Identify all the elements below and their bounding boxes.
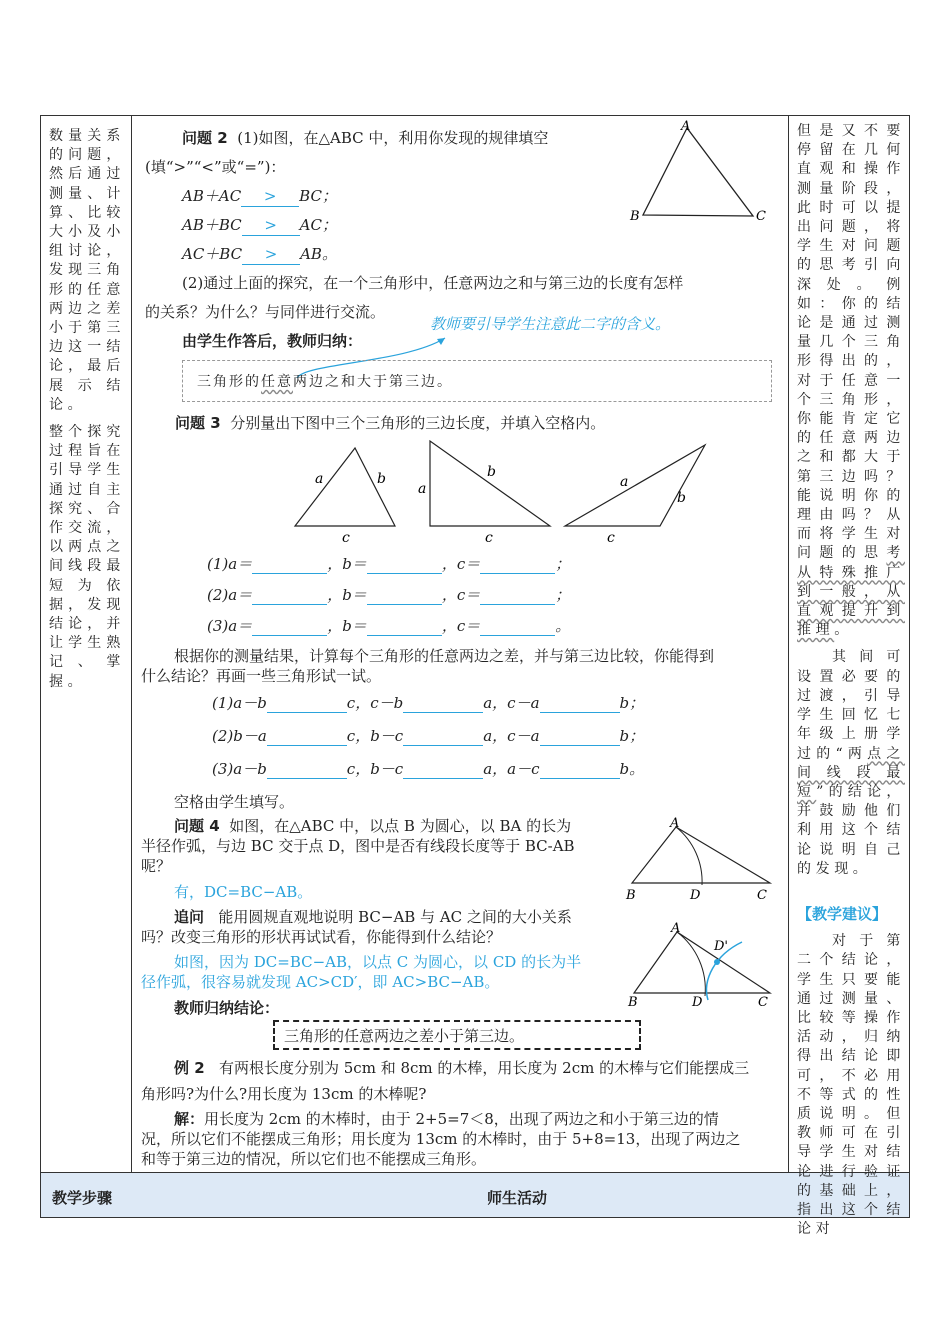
measure-row xyxy=(207,554,570,574)
expr: a， xyxy=(483,727,508,745)
blank[interactable] xyxy=(403,696,483,713)
blank-c[interactable] xyxy=(480,557,555,574)
answer: > xyxy=(241,186,299,207)
diff-row xyxy=(212,759,644,779)
conclusion-label: 教师归纳结论： xyxy=(174,999,280,1017)
eq: ，c＝ xyxy=(441,586,481,604)
eq: ，b＝ xyxy=(327,586,367,604)
expr: b； xyxy=(619,694,645,712)
blank-a[interactable] xyxy=(252,588,327,605)
conclusion-text: 三角形的任意两边之差小于第三边。 xyxy=(284,1027,525,1045)
row-num: (3) xyxy=(207,617,229,635)
eq: ，b＝ xyxy=(327,617,367,635)
expr: AC； xyxy=(299,216,337,234)
emphasis: 任意 xyxy=(261,374,293,390)
ex2-text: 有两根长度分别为 5cm 和 8cm 的木棒，用长度为 2cm 的木棒与它们能摆成三 xyxy=(218,1059,750,1077)
solution-text: 和等于第三边的情况，所以它们也不能摆成三角形。 xyxy=(141,1150,487,1168)
label: A xyxy=(671,921,681,936)
label: c xyxy=(342,530,350,546)
label: b xyxy=(487,464,496,480)
note-text: 但是又不要停留在几何直观和操作测量阶段，此时可以提出问题，将学生对问题的思考引向深处。例如：你的结论是通过测量几个三角形得出的，对于任意一个三角形，你能肯定它的任意两边之和都大于第三边吗？能说明你的理由吗？从而将学生对问题的思 xyxy=(797,123,905,562)
label-b: B xyxy=(630,209,640,224)
expr: BC； xyxy=(299,187,337,205)
expr: c－a xyxy=(507,694,540,712)
note-text: ”的结论，并鼓励他们利用这个结论说明自己的发现。 xyxy=(797,783,905,877)
label: B xyxy=(626,888,636,903)
expr: b。 xyxy=(619,760,645,778)
blank[interactable] xyxy=(540,729,620,746)
suggestion-title: 【教学建议】 xyxy=(797,904,888,923)
row-num: (1) xyxy=(212,694,234,712)
expr: c－b xyxy=(370,694,404,712)
answer: > xyxy=(242,244,300,265)
expr: AB＋BC xyxy=(182,216,242,234)
punct: ； xyxy=(555,555,571,573)
right-notes xyxy=(797,122,905,1247)
expr: c， xyxy=(346,727,371,745)
blank[interactable] xyxy=(267,696,347,713)
answer: > xyxy=(242,215,300,236)
blank-b[interactable] xyxy=(367,557,442,574)
conclusion-text xyxy=(197,372,453,392)
measure-row xyxy=(207,616,570,636)
expr: a－b xyxy=(233,760,267,778)
measure-row xyxy=(207,585,570,605)
q2-summary: 由学生作答后，教师归纳： xyxy=(182,332,363,350)
blank[interactable] xyxy=(403,729,483,746)
footer-row xyxy=(41,1173,909,1217)
note-emphasis: 点之间线段最短 xyxy=(797,745,906,800)
expr: AB。 xyxy=(300,245,337,263)
note-paragraph: 数量关系的问题，然后通过测量、计算、比较大小及小组讨论，发现三角形的任意两边之差小于第三边这一结论，最后展示结论。 xyxy=(49,128,125,413)
label: a xyxy=(315,471,324,487)
label: A xyxy=(670,816,680,831)
blank-a[interactable] xyxy=(252,557,327,574)
ex2-label: 例 2 xyxy=(174,1059,205,1077)
eq: a＝ xyxy=(228,586,253,604)
blank-a[interactable] xyxy=(252,619,327,636)
q3-text: 分别量出下图中三个三角形的三边长度，并填入空格内。 xyxy=(230,414,606,432)
eq: ，b＝ xyxy=(327,555,367,573)
label: D' xyxy=(714,939,728,954)
q3-filled-note: 空格由学生填写。 xyxy=(174,793,295,811)
follow-label: 追问 xyxy=(174,908,205,926)
expr: c， xyxy=(346,694,371,712)
expr: a－c xyxy=(507,760,540,778)
blank-c[interactable] xyxy=(480,588,555,605)
solution-text: 况，所以它们不能摆成三角形；用长度为 13cm 的木棒时，由于 5+8=13，出现了两边之 xyxy=(141,1130,741,1148)
solution-text: 用长度为 2cm 的木棒时，由于 2+5=7＜8，出现了两边之和小于第三边的情 xyxy=(204,1110,719,1128)
footer-col-activity: 师生活动 xyxy=(487,1189,548,1207)
expr: a， xyxy=(483,760,508,778)
q2-text: 的关系？为什么？与同伴进行交流。 xyxy=(145,303,386,321)
blank[interactable] xyxy=(540,762,620,779)
text: 三角形的 xyxy=(197,374,261,390)
blank[interactable] xyxy=(267,762,347,779)
follow-text: 能用圆规直观地说明 BC−AB 与 AC 之间的大小关系 xyxy=(218,908,572,926)
q4-text: 呢？ xyxy=(141,857,172,875)
label: b xyxy=(677,490,686,506)
blank[interactable] xyxy=(267,729,347,746)
q4-text: 如图，在△ABC 中，以点 B 为圆心，以 BA 的长为 xyxy=(229,817,572,835)
q2-row xyxy=(182,215,337,236)
expr: a－b xyxy=(233,694,267,712)
follow-text: 吗？改变三角形的形状再试试看，你能得到什么结论？ xyxy=(141,928,502,946)
q2-row xyxy=(182,244,337,265)
expr: c－a xyxy=(507,727,540,745)
expr: b－c xyxy=(370,760,404,778)
solution-label: 解： xyxy=(174,1110,205,1128)
divider xyxy=(131,115,132,1218)
ex2-text: 角形吗?为什么?用长度为 13cm 的木棒呢? xyxy=(141,1085,427,1103)
q4-answer: 有，DC=BC−AB。 xyxy=(174,883,313,901)
q4-figure-2 xyxy=(620,920,780,1012)
eq: a＝ xyxy=(228,617,253,635)
note-text: 其间可设置必要的过渡，引导学生回忆七年级上册学过的“两 xyxy=(797,649,905,762)
q2-row xyxy=(182,186,337,207)
q2-label: 问题 2 xyxy=(182,129,228,147)
left-notes xyxy=(49,127,125,700)
expr: b； xyxy=(619,727,645,745)
blank-b[interactable] xyxy=(367,588,442,605)
label: B xyxy=(628,995,638,1010)
label: a xyxy=(620,474,629,490)
label: c xyxy=(607,530,615,546)
q4-text: 半径作弧，与边 BC 交于点 D，图中是否有线段长度等于 BC-AB xyxy=(141,837,575,855)
label: c xyxy=(485,530,493,546)
q2-hint: (填“>”“<”或“=”)： xyxy=(145,158,286,176)
blank-c[interactable] xyxy=(480,619,555,636)
label: C xyxy=(758,995,768,1010)
q3-text2: 根据你的测量结果，计算每个三角形的任意两边之差，并与第三边比较，你能得到 xyxy=(174,647,715,665)
follow-answer: 如图，因为 DC=BC−AB，以点 C 为圆心，以 CD 的长为半 xyxy=(174,953,582,971)
triangle-abc-figure xyxy=(625,118,775,228)
diff-row xyxy=(212,726,644,746)
q4-figure-1 xyxy=(620,815,780,905)
expr: AC＋BC xyxy=(182,245,243,263)
punct: ； xyxy=(555,586,571,604)
expr: a， xyxy=(483,694,508,712)
eq: ，c＝ xyxy=(441,555,481,573)
divider xyxy=(788,115,789,1173)
expr: c， xyxy=(346,760,371,778)
expr: AB＋AC xyxy=(182,187,242,205)
label: D xyxy=(692,995,703,1010)
q3-text2: 什么结论？再画一些三角形试一试。 xyxy=(141,667,382,685)
follow-answer: 径作弧，很容易就发现 AC>CD′，即 AC>BC−AB。 xyxy=(141,973,500,991)
diff-row xyxy=(212,693,644,713)
q3-label: 问题 3 xyxy=(175,414,221,432)
row-num: (3) xyxy=(212,760,234,778)
punct: 。 xyxy=(555,617,571,635)
note-paragraph: 整个探究过程旨在引导学生通过自主探究、合作交流，以两点之间线段最短为依据，发现结论，并让学生熟记、掌握。 xyxy=(49,424,125,690)
label: D xyxy=(690,888,701,903)
text: 两边之和大于第三边。 xyxy=(293,374,453,390)
blank-b[interactable] xyxy=(367,619,442,636)
expr: b－a xyxy=(233,727,267,745)
q4-label: 问题 4 xyxy=(174,817,220,835)
label: a xyxy=(418,481,427,497)
note-paragraph xyxy=(797,648,905,878)
note-paragraph xyxy=(797,122,905,640)
label: C xyxy=(757,888,767,903)
three-triangles-figure xyxy=(285,438,725,548)
blank[interactable] xyxy=(403,762,483,779)
divider xyxy=(40,1172,910,1173)
q2-text: (2)通过上面的探究，在一个三角形中，任意两边之和与第三边的长度有怎样 xyxy=(182,274,684,292)
footer-col-steps: 教学步骤 xyxy=(52,1189,113,1207)
label-a: A xyxy=(681,119,691,134)
row-num: (2) xyxy=(212,727,234,745)
blank[interactable] xyxy=(540,696,620,713)
note-text: 。 xyxy=(834,622,853,639)
label-c: C xyxy=(756,209,766,224)
row-num: (2) xyxy=(207,586,229,604)
row-num: (1) xyxy=(207,555,229,573)
q2-text: (1)如图，在△ABC 中，利用你发现的规律填空 xyxy=(237,129,549,147)
label: b xyxy=(377,471,386,487)
note-paragraph: 对于第二个结论，学生只要能通过测量、比较等操作活动，归纳得出结论即可，不必用不等式的性质说明。但教师可在引导学生对结论进行验证的基础上，指出这个结论对 xyxy=(797,933,905,1238)
note-emphasis: 考从特殊推广到一般，从直观提升到推理 xyxy=(797,545,905,639)
eq: a＝ xyxy=(228,555,253,573)
expr: b－c xyxy=(370,727,404,745)
eq: ，c＝ xyxy=(441,617,481,635)
handwritten-note: 教师要引导学生注意此二字的含义。 xyxy=(430,315,671,333)
